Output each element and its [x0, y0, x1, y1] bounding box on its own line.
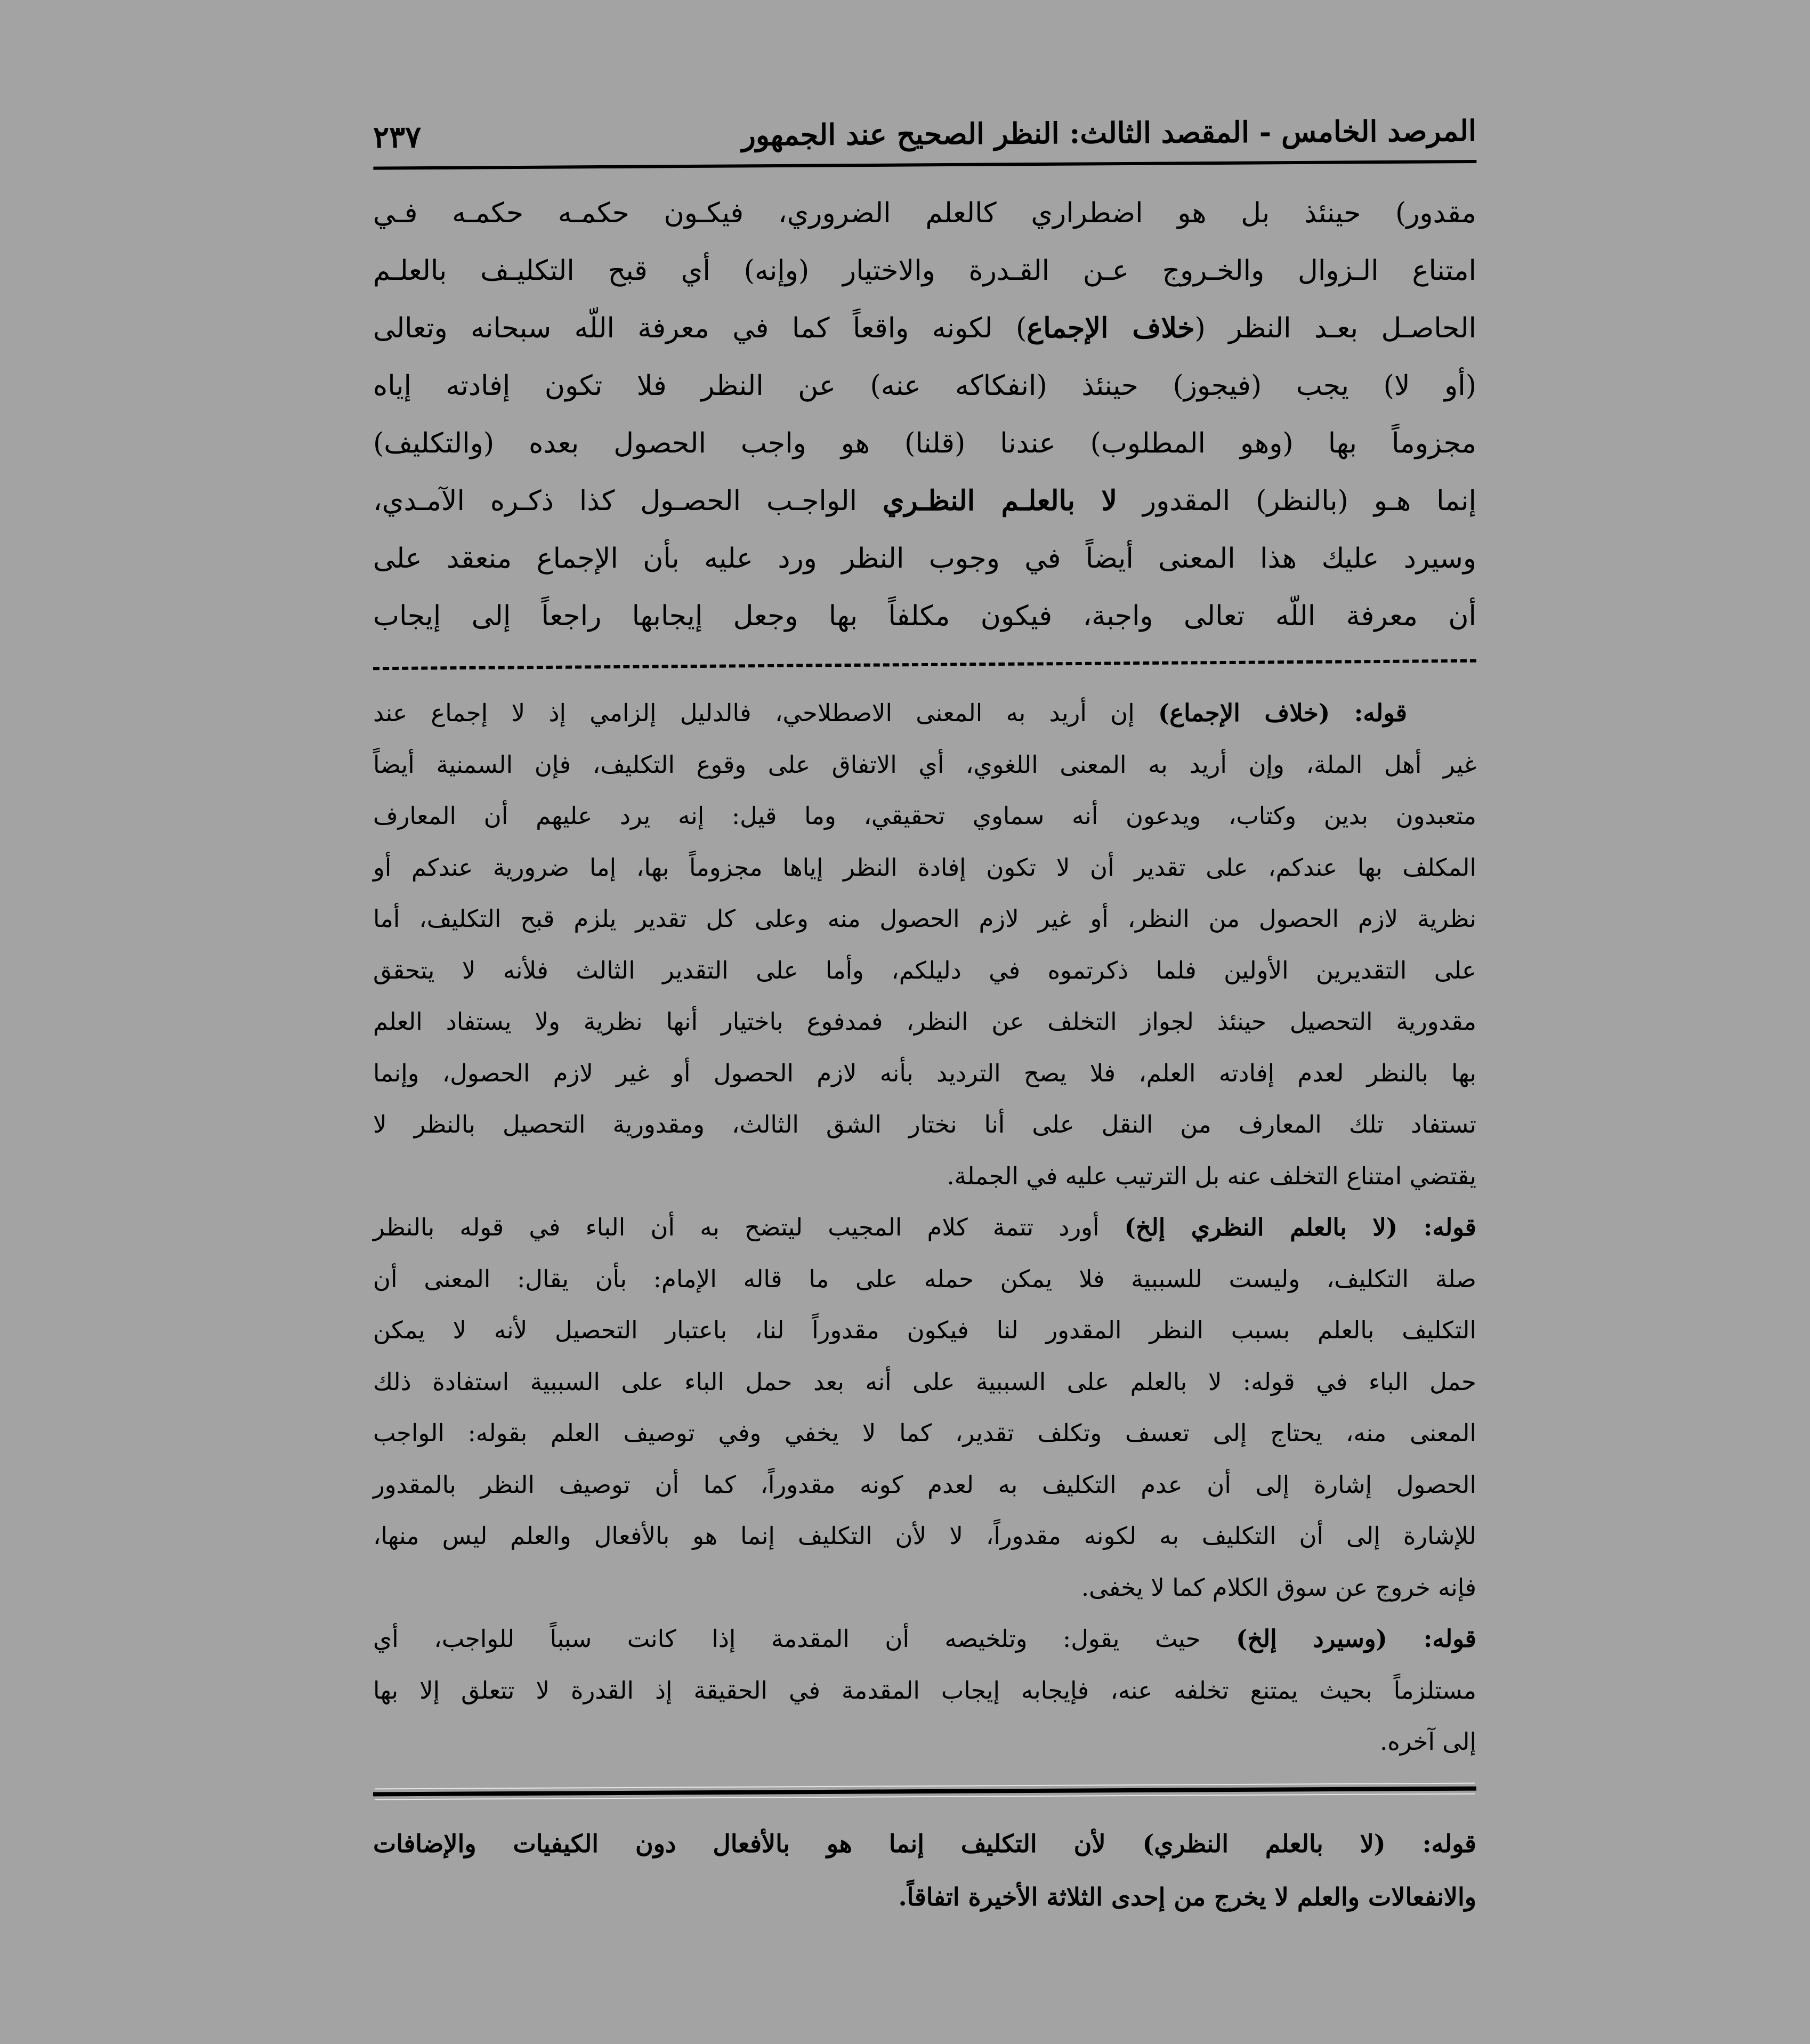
text-run: إن أريد به المعنى الاصطلاحي، فالدليل إلزامي إذ لا إجماع عند [373, 699, 1159, 727]
commentary-line: صلة التكليف، وليست للسببية فلا يمكن حمله على ما قاله الإمام: بأن يقال: المعنى أن [373, 1264, 1476, 1293]
main-text-line [373, 300, 1476, 357]
chapter-title: المرصد الخامس - المقصد الثالث: النظر الصحيح عند الجمهور [741, 114, 1477, 152]
commentary-line: مقدورية التحصيل حينئذ لجواز التخلف عن النظر، فمدفوع باختيار أنها نظرية ولا يستفاد العلم [373, 1007, 1476, 1036]
commentary-line: على التقديرين الأولين فلما ذكرتموه في دليلكم، وأما على التقدير الثالث فلأنه لا يتحقق [373, 956, 1476, 984]
main-text-line: وسيرد عليك هذا المعنى أيضاً في وجوب النظر ورد عليه بأن الإجماع منعقد على [373, 543, 1476, 575]
footnote-line: والانفعالات والعلم لا يخرج من إحدى الثلاثة الأخيرة اتفاقاً. [898, 1882, 1476, 1911]
commentary-line: نظرية لازم الحصول من النظر، أو غير لازم الحصول منه وعلى كل تقدير يلزم قبح التكليف، أما [373, 904, 1476, 933]
commentary-line [373, 688, 1476, 739]
book-page [373, 101, 1476, 1924]
commentary-line: إلى آخره. [1379, 1727, 1476, 1756]
bold-lemma: (لا بالعلم النظري) [1142, 1829, 1386, 1858]
text-run: ) لكونه واقعاً كما في معرفة اللّه سبحانه وتعالى [373, 312, 1027, 344]
dashed-separator [373, 659, 1476, 670]
qawluhu-label: قوله: [1387, 1625, 1476, 1653]
main-text-line: (أو لا) يجب (فيجوز) حينئذ (انفكاكه عنه) عن النظر فلا تكون إفادته إياه [373, 370, 1476, 402]
bold-lemma: (وسيرد إلخ) [1236, 1625, 1387, 1653]
main-text-line: مقدور) حينئذ بل هو اضطراري كالعلم الضروري، فيكـون حكمـه حكمـه فـي [373, 197, 1476, 229]
commentary-line [373, 1202, 1476, 1254]
text-run: إنما هـو (بالنظر) المقدور [1117, 485, 1476, 517]
bold-lemma: لا بالعلـم النظـري [882, 484, 1118, 517]
main-text-line [373, 472, 1476, 530]
qawluhu-label: قوله: [1330, 699, 1407, 727]
bold-lemma: (خلاف الإجماع) [1158, 699, 1330, 727]
commentary-line: يقتضي امتناع التخلف عنه بل الترتيب عليه في الجملة. [947, 1161, 1476, 1190]
commentary-line: غير أهل الملة، وإن أريد به المعنى اللغوي، أي الاتفاق على وقوع التكليف، فإن السمنية أيضاً [373, 750, 1476, 779]
main-text-line: أن معرفة اللّه تعالى واجبة، فيكون مكلفاً بها وجعل إيجابها راجعاً إلى إيجاب [373, 600, 1476, 632]
text-run: حيث يقول: وتلخيصه أن المقدمة إذا كانت سبباً للواجب، أي [373, 1625, 1237, 1653]
running-header [373, 101, 1477, 170]
main-text [373, 184, 1476, 645]
commentary-line: المكلف بها عندكم، على تقدير أن لا تكون إفادة النظر إياها مجزوماً بها، إما ضرورية عندكم أو [373, 853, 1476, 882]
commentary-line: الحصول إشارة إلى أن عدم التكليف به لعدم كونه مقدوراً، كما أن توصيف النظر بالمقدور [373, 1470, 1476, 1499]
commentary-line: للإشارة إلى أن التكليف به لكونه مقدوراً، لا لأن التكليف إنما هو بالأفعال والعلم ليس منها، [373, 1522, 1476, 1550]
main-text-line: مجزوماً بها (وهو المطلوب) عندنا (قلنا) هو واجب الحصول بعده (والتكليف) [373, 427, 1476, 459]
page-number: ٢٣٧ [373, 119, 422, 155]
bold-lemma: خلاف الإجماع [1027, 312, 1195, 344]
commentary-line: المعنى منه، يحتاج إلى تعسف وتكلف تقدير، كما لا يخفي وفي توصيف العلم بقوله: الواجب [373, 1419, 1476, 1447]
commentary-line: مستلزماً بحيث يمتنع تخلفه عنه، فإيجابه إيجاب المقدمة في الحقيقة إذ القدرة لا تتعلق إلا بها [373, 1676, 1476, 1704]
footnote-line [373, 1817, 1476, 1870]
footnote-separator [373, 1786, 1476, 1796]
commentary-line: حمل الباء في قوله: لا بالعلم على السببية على أنه بعد حمل الباء على السببية استفادة ذلك [373, 1367, 1476, 1396]
commentary-line: تستفاد تلك المعارف من النقل على أنا نختار الشق الثالث، ومقدورية التحصيل بالنظر لا [373, 1110, 1476, 1138]
commentary-line [373, 1613, 1476, 1665]
text-run: الحاصـل بعـد النظر ( [1194, 312, 1476, 344]
commentary [373, 688, 1476, 1768]
commentary-line: بها بالنظر لعدم إفادته العلم، فلا يصح الترديد بأنه لازم الحصول أو غير لازم الحصول، وإنما [373, 1059, 1476, 1087]
commentary-line: فإنه خروج عن سوق الكلام كما لا يخفى. [1081, 1573, 1476, 1602]
bold-lemma: (لا بالعلم النظري إلخ) [1124, 1213, 1398, 1241]
text-run: لأن التكليف إنما هو بالأفعال دون الكيفيات والإضافات [373, 1829, 1143, 1858]
commentary-line: التكليف بالعلم بسبب النظر المقدور لنا فيكون مقدوراً لنا، باعتبار التحصيل لأنه لا يمكن [373, 1316, 1476, 1344]
footnote [373, 1817, 1476, 1924]
qawluhu-label: قوله: [1385, 1829, 1476, 1858]
text-run: أورد تتمة كلام المجيب ليتضح به أن الباء في قوله بالنظر [373, 1213, 1125, 1241]
commentary-line: متعبدون بدين وكتاب، ويدعون أنه سماوي تحقيقي، وما قيل: إنه يرد عليهم أن المعارف [373, 802, 1476, 830]
text-run: الواجـب الحصـول كذا ذكـره الآمـدي، [373, 485, 883, 517]
qawluhu-label: قوله: [1397, 1213, 1476, 1241]
main-text-line: امتناع الـزوال والخـروج عـن القـدرة والاختيار (وإنه) أي قبح التكليـف بالعلـم [373, 255, 1476, 287]
